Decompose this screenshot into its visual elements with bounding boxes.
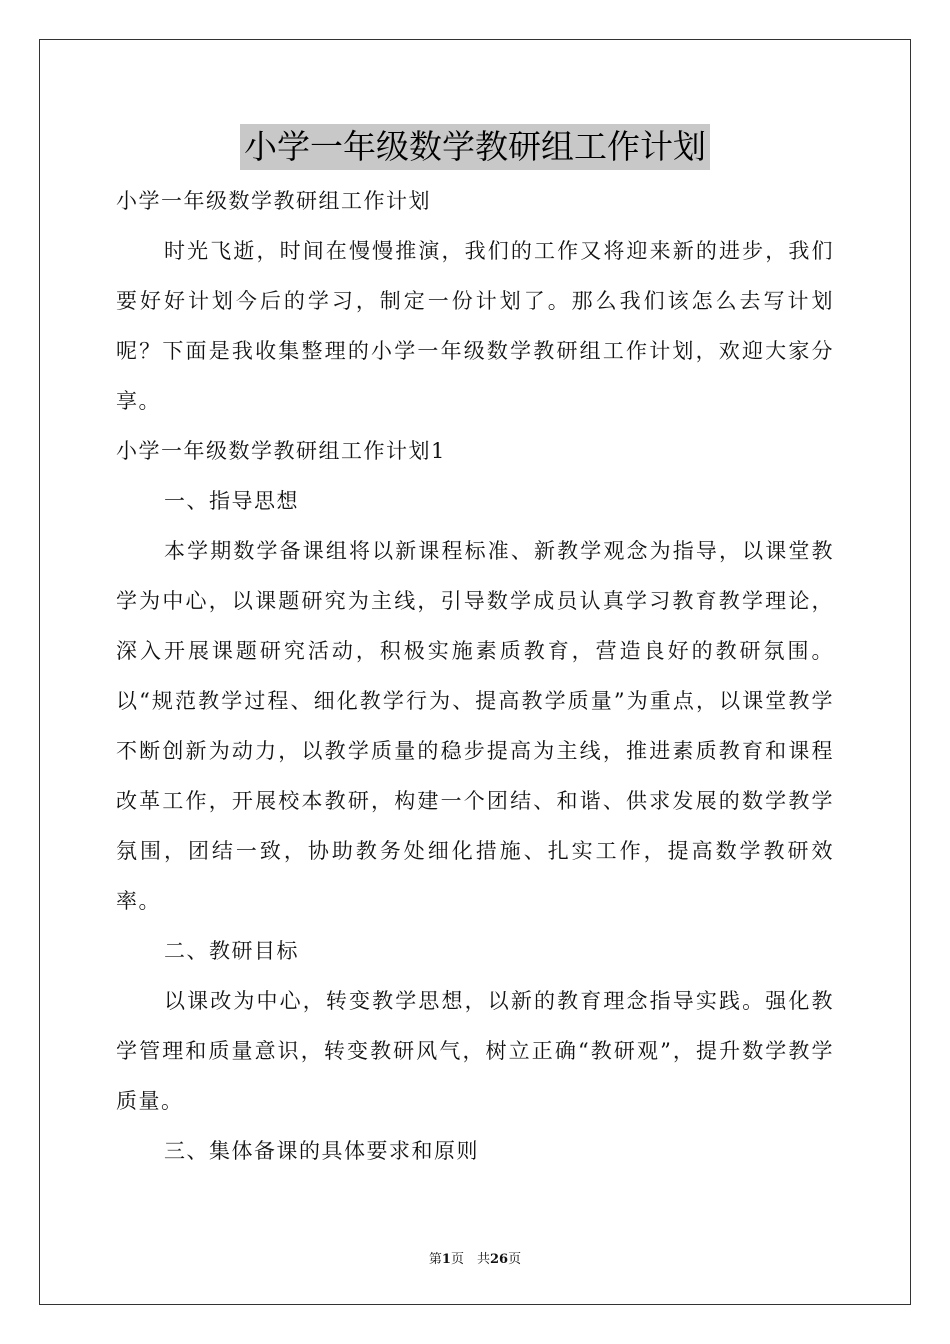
document-body [116,176,834,1176]
section-title: 小学一年级数学教研组工作计划1 [116,439,446,463]
title-wrap [0,124,950,170]
footer-total-pages: 26 [489,1252,509,1267]
document-subtitle: 小学一年级数学教研组工作计划 [116,189,431,213]
page-footer [0,1248,950,1267]
document-title: 小学一年级数学教研组工作计划 [240,124,710,170]
heading-guiding-ideology: 一、指导思想 [164,489,299,513]
footer-mid: 页 共 [450,1252,490,1267]
footer-prefix: 第 [428,1252,442,1267]
paragraph-research-goals: 以课改为中心，转变教学思想，以新的教育理念指导实践。强化教学管理和质量意识，转变教研风气，树立正确“教研观”，提升数学教学质量。 [116,989,834,1113]
footer-suffix: 页 [508,1252,522,1267]
intro-paragraph: 时光飞逝，时间在慢慢推演，我们的工作又将迎来新的进步，我们要好好计划今后的学习，制定一份计划了。那么我们该怎么去写计划呢？下面是我收集整理的小学一年级数学教研组工作计划，欢迎大家分享。 [116,239,834,413]
heading-collective-lesson-prep: 三、集体备课的具体要求和原则 [164,1139,479,1163]
footer-current-page: 1 [441,1252,451,1267]
paragraph-guiding-ideology: 本学期数学备课组将以新课程标准、新教学观念为指导，以课堂教学为中心，以课题研究为主线，引导数学成员认真学习教育教学理论，深入开展课题研究活动，积极实施素质教育，营造良好的教研氛围。以“规范教学过程、细化教学行为、提高教学质量”为重点，以课堂教学不断创新为动力，以教学质量的稳步提高为主线，推进素质教育和课程改革工作，开展校本教研，构建一个团结、和谐、供求发展的数学教学氛围，团结一致，协助教务处细化措施、扎实工作，提高数学教研效率。 [116,539,834,913]
heading-research-goals: 二、教研目标 [164,939,299,963]
